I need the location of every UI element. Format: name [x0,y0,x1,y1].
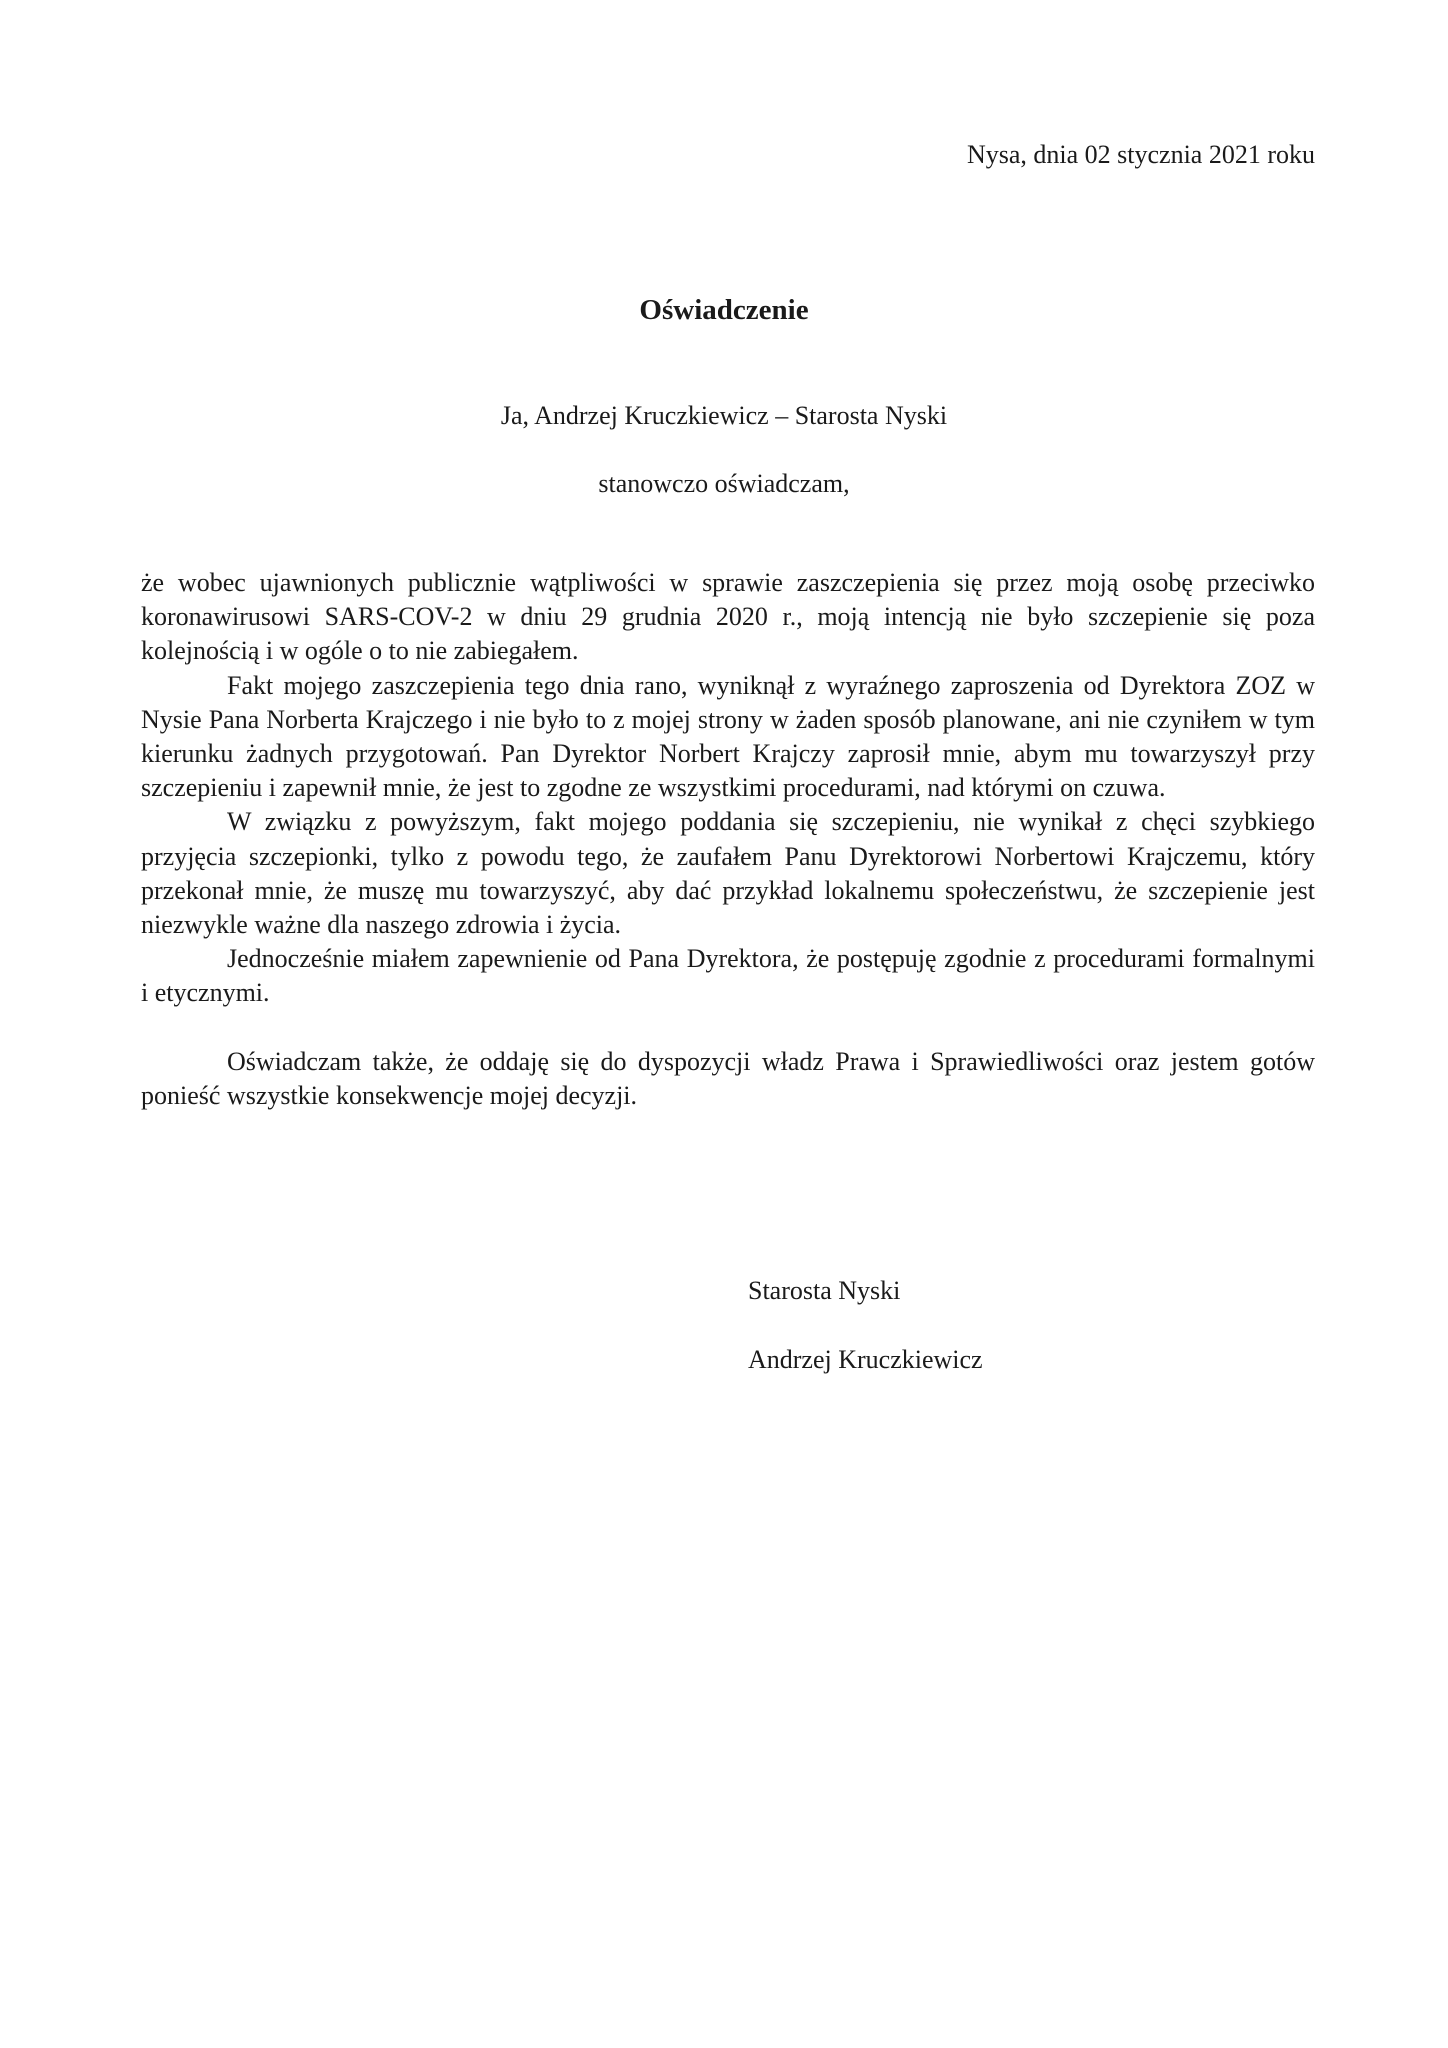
signature-role: Starosta Nyski [748,1276,901,1305]
paragraph-2: Fakt mojego zaszczepienia tego dnia rano, wyniknął z wyraźnego zaproszenia od Dyrektora ZOZ w Nysie Pana Norberta Krajczego i nie było to z mojej strony w żaden sposób planowane, ani nie czyniłem w tym kierunku żadnych przygotowań. Pan Dyrektor Norbert Krajczy zaprosił mnie, abym mu towarzyszył przy szczepieniu i zapewnił mnie, że jest to zgodne ze wszystkimi procedurami, nad którymi on czuwa. [141,670,1315,803]
statement-body [141,566,1315,1113]
date-line: Nysa, dnia 02 stycznia 2021 roku [966,140,1315,169]
declarant-line: Ja, Andrzej Kruczkiewicz – Starosta Nyski [500,401,948,430]
paragraph-4: Jednocześnie miałem zapewnienie od Pana Dyrektora, że postępuję zgodnie z procedurami formalnymi i etycznymi. [141,944,1315,1008]
paragraph-5: Oświadczam także, że oddaję się do dyspozycji władz Prawa i Sprawiedliwości oraz jestem gotów ponieść wszystkie konsekwencje mojej decyzji. [141,1046,1315,1110]
signature-name: Andrzej Kruczkiewicz [748,1345,983,1374]
declaration-intro: stanowczo oświadczam, [598,469,850,498]
document-title: Oświadczenie [639,294,809,326]
paragraph-1: że wobec ujawnionych publicznie wątpliwości w sprawie zaszczepienia się przez moją osobę przeciwko koronawirusowi SARS-COV-2 w dniu 29 grudnia 2020 r., moją intencją nie było szczepienie się poza kolejnością i w ogóle o to nie zabiegałem. [141,568,1315,666]
paragraph-3: W związku z powyższym, fakt mojego poddania się szczepieniu, nie wynikał z chęci szybkiego przyjęcia szczepionki, tylko z powodu tego, że zaufałem Panu Dyrektorowi Norbertowi Krajczemu, który przekonał mnie, że muszę mu towarzyszyć, aby dać przykład lokalnemu społeczeństwu, że szczepienie jest niezwykle ważne dla naszego zdrowia i życia. [141,807,1315,940]
